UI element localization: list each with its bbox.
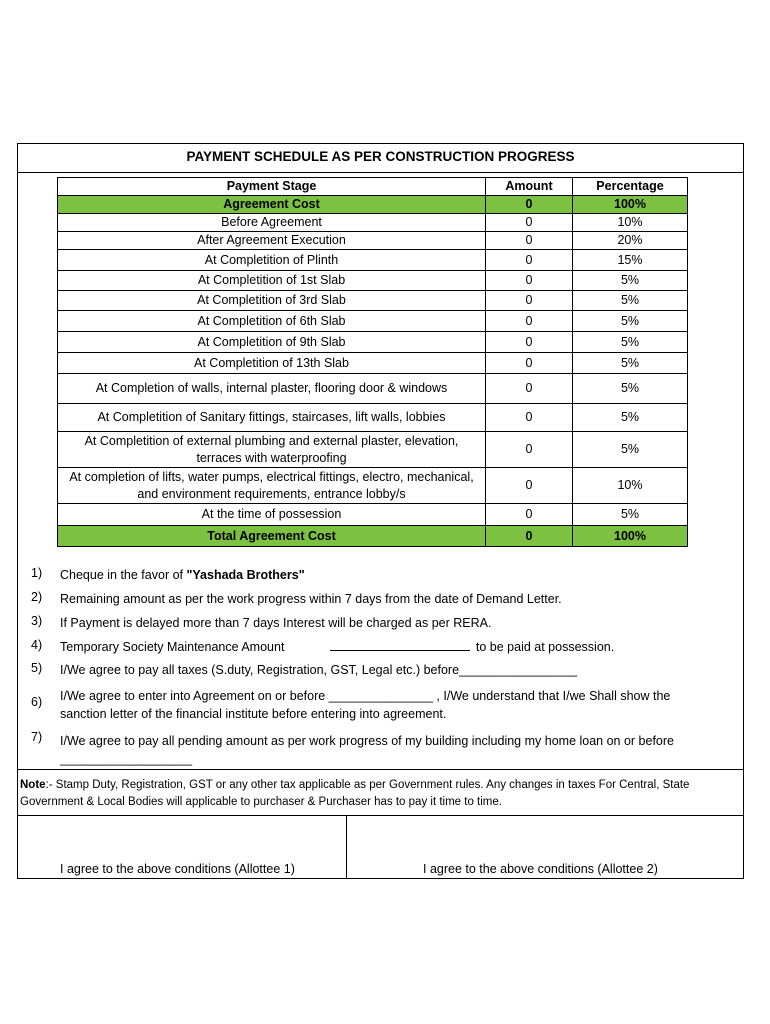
condition-text: I/We agree to pay all pending amount as per work progress of my building including my home loan on or before ___________________	[60, 734, 675, 766]
stage-cell: At Completition of 3rd Slab	[58, 291, 486, 311]
stage-cell: At Completition of 1st Slab	[58, 271, 486, 291]
agreement-cost-row	[58, 196, 688, 214]
title-divider	[17, 172, 744, 173]
stage-cell: At Completition of Plinth	[58, 250, 486, 271]
stage-cell: At Completition of Sanitary fittings, staircases, lift walls, lobbies	[58, 404, 486, 432]
page-title: PAYMENT SCHEDULE AS PER CONSTRUCTION PROGRESS	[186, 149, 575, 164]
table-row	[58, 332, 688, 353]
condition-text-part: Temporary Society Maintenance Amount	[60, 640, 285, 654]
condition-text: I/We agree to enter into Agreement on or before _______________ , I/We understand that I/we Shall show the sanction letter of the financial institute before entering into agreement.	[60, 689, 671, 721]
amount-cell: 0	[486, 250, 573, 271]
payment-schedule-table	[57, 177, 688, 547]
note-divider	[17, 769, 744, 770]
condition-number: 2)	[31, 590, 43, 604]
condition-number: 3)	[31, 614, 43, 628]
total-percentage: 100%	[573, 526, 688, 547]
table-row	[58, 232, 688, 250]
stage-cell: At Completition of 9th Slab	[58, 332, 486, 353]
percentage-cell: 5%	[573, 504, 688, 526]
condition-number: 6)	[31, 695, 43, 709]
table-row	[58, 353, 688, 374]
total-label: Total Agreement Cost	[58, 526, 486, 547]
amount-cell: 0	[486, 271, 573, 291]
amount-cell: 0	[486, 504, 573, 526]
percentage-cell: 100%	[573, 196, 688, 214]
header-percentage: Percentage	[573, 178, 688, 196]
percentage-cell: 15%	[573, 250, 688, 271]
note-body: :- Stamp Duty, Registration, GST or any other tax applicable as per Government rules. Any changes in taxes For Central, State Government & Local Bodies will applicable to purchaser & Purchaser has to pay it time to time.	[20, 779, 690, 808]
table-row	[58, 374, 688, 404]
stage-cell: At Completition of external plumbing and external plaster, elevation, terraces with waterproofing	[58, 432, 486, 468]
amount-cell: 0	[486, 214, 573, 232]
table-row	[58, 504, 688, 526]
percentage-cell: 5%	[573, 332, 688, 353]
allottee-1-signature: I agree to the above conditions (Allottee 1)	[60, 862, 295, 876]
amount-cell: 0	[486, 353, 573, 374]
table-row	[58, 214, 688, 232]
stage-cell: Before Agreement	[58, 214, 486, 232]
table-row	[58, 271, 688, 291]
condition-text	[60, 638, 720, 656]
condition-text: Remaining amount as per the work progress within 7 days from the date of Demand Letter.	[60, 592, 562, 606]
table-row	[58, 311, 688, 332]
total-row	[58, 526, 688, 547]
percentage-cell: 10%	[573, 214, 688, 232]
percentage-cell: 5%	[573, 374, 688, 404]
total-amount: 0	[486, 526, 573, 547]
amount-cell: 0	[486, 468, 573, 504]
note-text	[20, 777, 735, 811]
amount-cell: 0	[486, 404, 573, 432]
stage-cell: Agreement Cost	[58, 196, 486, 214]
percentage-cell: 5%	[573, 432, 688, 468]
stage-cell: At the time of possession	[58, 504, 486, 526]
condition-text: If Payment is delayed more than 7 days Interest will be charged as per RERA.	[60, 616, 492, 630]
amount-cell: 0	[486, 432, 573, 468]
header-amount: Amount	[486, 178, 573, 196]
amount-cell: 0	[486, 232, 573, 250]
note-label: Note	[20, 779, 46, 791]
amount-cell: 0	[486, 291, 573, 311]
condition-number: 5)	[31, 661, 43, 675]
signature-column-divider	[346, 815, 347, 879]
condition-text	[60, 566, 720, 584]
condition-text-part: to be paid at possession.	[475, 640, 615, 654]
condition-number: 1)	[31, 566, 43, 580]
table-row	[58, 291, 688, 311]
maintenance-amount-blank	[330, 638, 470, 651]
condition-number: 4)	[31, 638, 43, 652]
amount-cell: 0	[486, 311, 573, 332]
table-row	[58, 404, 688, 432]
amount-cell: 0	[486, 196, 573, 214]
header-payment-stage: Payment Stage	[58, 178, 486, 196]
stage-cell: At Completition of 13th Slab	[58, 353, 486, 374]
percentage-cell: 5%	[573, 311, 688, 332]
table-row	[58, 432, 688, 468]
percentage-cell: 20%	[573, 232, 688, 250]
percentage-cell: 5%	[573, 353, 688, 374]
condition-text-part: Cheque in the favor of	[60, 568, 187, 582]
table-row	[58, 468, 688, 504]
percentage-cell: 5%	[573, 404, 688, 432]
percentage-cell: 5%	[573, 271, 688, 291]
table-row	[58, 250, 688, 271]
stage-cell: At completion of lifts, water pumps, electrical fittings, electro, mechanical, and environment requirements, entrance lobby/s	[58, 468, 486, 504]
percentage-cell: 10%	[573, 468, 688, 504]
percentage-cell: 5%	[573, 291, 688, 311]
amount-cell: 0	[486, 374, 573, 404]
amount-cell: 0	[486, 332, 573, 353]
stage-cell: At Completion of walls, internal plaster, flooring door & windows	[58, 374, 486, 404]
payee-name: "Yashada Brothers"	[186, 568, 305, 582]
stage-cell: After Agreement Execution	[58, 232, 486, 250]
signature-divider	[17, 815, 744, 816]
condition-number: 7)	[31, 730, 43, 744]
condition-text: I/We agree to pay all taxes (S.duty, Registration, GST, Legal etc.) before_________________	[60, 663, 578, 677]
table-header-row	[58, 178, 688, 196]
allottee-2-signature: I agree to the above conditions (Allottee 2)	[423, 862, 658, 876]
stage-cell: At Completition of 6th Slab	[58, 311, 486, 332]
